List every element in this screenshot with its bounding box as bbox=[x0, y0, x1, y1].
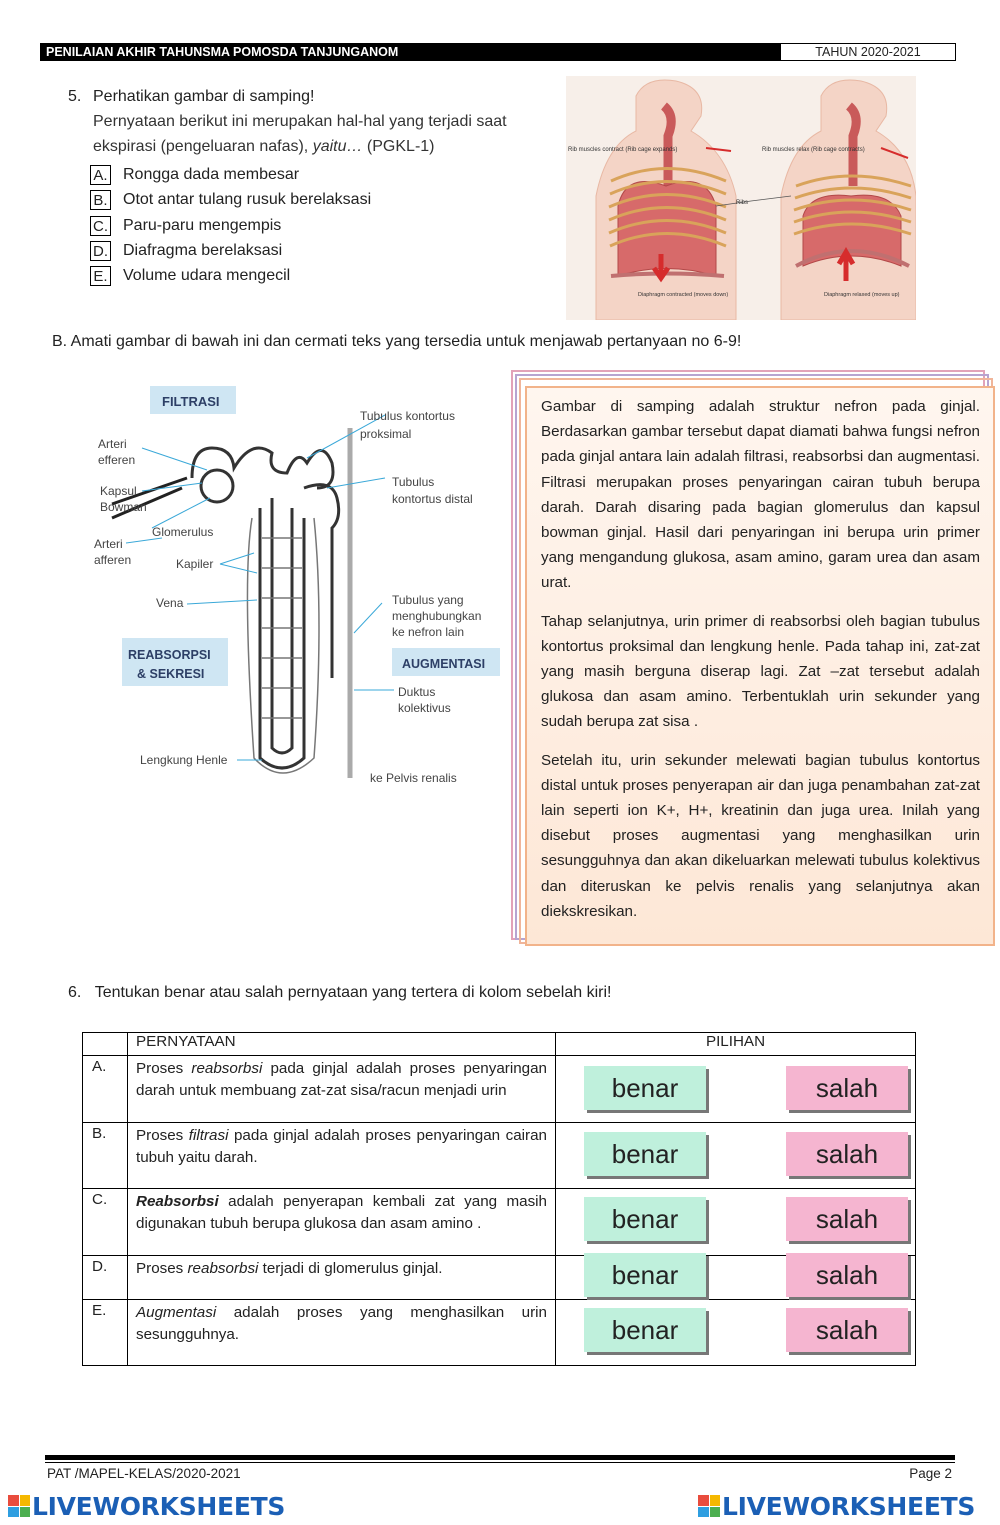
row-letter: D. bbox=[83, 1256, 128, 1300]
label-arteri-aferen: Arteri bbox=[94, 537, 123, 551]
label-augmentasi: AUGMENTASI bbox=[402, 657, 486, 671]
reading-paragraph: Setelah itu, urin sekunder melewati bagian tubulus kontortus distal untuk proses penyerapan air dan juga penambahan zat-zat lain seperti ion K+, H+, kreatinin dan juga urea. Inilah yang disebut proses augmentasi yang menghasilkan urin sesungguhnya dan akan dikeluarkan melewati tubulus kolektivus dan diteruskan ke pelvis renalis yang selanjutnya akan diekskresikan. bbox=[541, 751, 980, 920]
label-kapsul: Kapsul bbox=[100, 484, 137, 498]
label-tkd: Tubulus bbox=[392, 475, 435, 489]
benar-button[interactable]: benar bbox=[584, 1132, 706, 1176]
label-ribs: Ribs bbox=[736, 200, 749, 206]
header-year: TAHUN 2020-2021 bbox=[780, 43, 956, 61]
benar-button[interactable]: benar bbox=[584, 1197, 706, 1241]
label-pelvis: ke Pelvis renalis bbox=[370, 771, 457, 785]
question-line: Perhatikan gambar di samping! bbox=[93, 88, 315, 105]
label-glomerulus: Glomerulus bbox=[152, 525, 214, 539]
benar-button[interactable]: benar bbox=[584, 1066, 706, 1110]
option-d[interactable] bbox=[90, 241, 282, 263]
liveworksheets-logo-icon bbox=[8, 1495, 30, 1517]
row-statement: Proses reabsorbsi terjadi di glomerulus ginjal. bbox=[128, 1256, 556, 1300]
option-b[interactable] bbox=[90, 190, 371, 212]
answer-box[interactable]: B. bbox=[90, 190, 111, 210]
page-header bbox=[40, 43, 956, 61]
row-choice-cell bbox=[556, 1123, 916, 1189]
reading-paragraph: Gambar di samping adalah struktur nefron pada ginjal. Berdasarkan gambar tersebut dapat diamati bahwa fungsi nefron pada ginjal antara lain adalah filtrasi, reabsorbsi dan augmentasi. Filtrasi merupakan proses penyaringan cairan tubuh berupa darah. Darah disaring pada bagian glomerulus dan kapsul bowman ginjal. Hasil dari penyaringan ini berupa urin primer yang mengandung glukosa, asam amino, garam urea dan asam urat. bbox=[541, 398, 980, 592]
table-row bbox=[83, 1123, 916, 1189]
option-label: Volume udara mengecil bbox=[123, 267, 291, 284]
label-nefron-lain: ke nefron lain bbox=[392, 625, 465, 639]
label-diaphragm-contracted: Diaphragm contracted (moves down) bbox=[638, 292, 729, 298]
page-number: Page 2 bbox=[909, 1466, 952, 1481]
reading-paragraph: Tahap selanjutnya, urin primer di reabsorbsi oleh bagian tubulus kontortus proksimal dan lengkung henle. Pada tahap ini, zat-zat yang masih berguna diserap lagi. Zat –zat tersebut adalah glukosa dan asam amino. Terbentuklah urin sekunder yang sudah berupa zat sisa . bbox=[541, 612, 980, 731]
row-choice-cell bbox=[556, 1189, 916, 1256]
option-label: Rongga dada membesar bbox=[123, 166, 300, 183]
answer-box[interactable]: D. bbox=[90, 241, 111, 261]
nephron-diagram bbox=[92, 378, 512, 798]
row-letter: B. bbox=[83, 1123, 128, 1189]
question-line: ekspirasi (pengeluaran nafas), yaitu… (PGKL-1) bbox=[93, 138, 435, 155]
row-letter: A. bbox=[83, 1056, 128, 1123]
salah-button[interactable]: salah bbox=[786, 1132, 908, 1176]
table-row bbox=[83, 1300, 916, 1366]
option-c[interactable] bbox=[90, 216, 281, 238]
label-tkd-2: kontortus distal bbox=[392, 492, 473, 506]
breathing-diagram bbox=[566, 76, 916, 320]
footer-rule bbox=[45, 1455, 955, 1460]
header-choice: PILIHAN bbox=[556, 1033, 916, 1056]
row-statement: Proses filtrasi pada ginjal adalah proses penyaringan cairan tubuh yaitu darah. bbox=[128, 1123, 556, 1189]
label-rib-relax: Rib muscles relax (Rib cage contracts) bbox=[762, 147, 865, 153]
breathing-illustration bbox=[566, 76, 916, 320]
label-filtrasi: FILTRASI bbox=[162, 394, 220, 409]
label-arteri-eferen: Arteri bbox=[98, 437, 127, 451]
salah-button[interactable]: salah bbox=[786, 1197, 908, 1241]
table-row bbox=[83, 1189, 916, 1256]
question-number: 6. bbox=[68, 984, 82, 1001]
footer-code: PAT /MAPEL-KELAS/2020-2021 bbox=[47, 1466, 241, 1481]
table-row bbox=[83, 1056, 916, 1123]
answer-box[interactable]: E. bbox=[90, 266, 111, 286]
label-arteri-eferen-2: efferen bbox=[98, 453, 136, 467]
table-row bbox=[83, 1256, 916, 1300]
header-school: PENILAIAN AKHIR TAHUNSMA POMOSDA TANJUNGANOM bbox=[40, 43, 780, 61]
brand-wordmark: LIVEWORKSHEETS bbox=[722, 1491, 976, 1521]
label-sekresi: & SEKRESI bbox=[137, 667, 205, 681]
brand-right bbox=[698, 1491, 975, 1521]
label-menghubungkan: menghubungkan bbox=[392, 609, 482, 623]
row-letter: C. bbox=[83, 1189, 128, 1256]
label-diaphragm-relaxed: Diaphragm relaxed (moves up) bbox=[824, 292, 900, 298]
label-bowman: Bowman bbox=[100, 500, 147, 514]
label-rib-contract: Rib muscles contract (Rib cage expands) bbox=[568, 147, 678, 153]
option-a[interactable] bbox=[90, 165, 299, 187]
row-statement: Reabsorbsi adalah penyerapan kembali zat yang masih digunakan tubuh berupa glukosa dan asam amino . bbox=[128, 1189, 556, 1256]
row-choice-cell bbox=[556, 1300, 916, 1366]
salah-button[interactable]: salah bbox=[786, 1308, 908, 1352]
header-empty-cell bbox=[83, 1033, 128, 1056]
header-statement: PERNYATAAN bbox=[128, 1033, 556, 1056]
liveworksheets-logo-icon bbox=[698, 1495, 720, 1517]
question-text: Tentukan benar atau salah pernyataan yang tertera di kolom sebelah kiri! bbox=[94, 984, 612, 1001]
label-arteri-aferen-2: afferen bbox=[94, 553, 132, 567]
label-kolektivus: kolektivus bbox=[398, 701, 451, 715]
section-b-instruction: B. Amati gambar di bawah ini dan cermati teks yang tersedia untuk menjawab pertanyaan no 6-9! bbox=[52, 333, 742, 350]
label-lengkung-henle: Lengkung Henle bbox=[140, 753, 228, 767]
reading-text-box bbox=[525, 386, 995, 946]
table-header-row bbox=[83, 1033, 916, 1056]
row-choice-cell bbox=[556, 1256, 916, 1300]
label-kapiler: Kapiler bbox=[176, 557, 214, 571]
question-line: Pernyataan berikut ini merupakan hal-hal yang terjadi saat bbox=[93, 113, 507, 130]
question-number: 5. bbox=[68, 88, 82, 105]
salah-button[interactable]: salah bbox=[786, 1066, 908, 1110]
row-statement: Proses reabsorbsi pada ginjal adalah proses penyaringan darah untuk membuang zat-zat sisa/racun menjadi urin bbox=[128, 1056, 556, 1123]
footer-rule-thin bbox=[45, 1462, 955, 1463]
row-statement: Augmentasi adalah proses yang menghasilkan urin sesungguhnya. bbox=[128, 1300, 556, 1366]
option-label: Otot antar tulang rusuk berelaksasi bbox=[123, 191, 372, 208]
label-tkp-2: proksimal bbox=[360, 427, 412, 441]
brand-wordmark: LIVEWORKSHEETS bbox=[32, 1491, 286, 1521]
option-label: Paru-paru mengempis bbox=[123, 217, 282, 234]
brand-left bbox=[8, 1491, 285, 1521]
label-tubulus-yang: Tubulus yang bbox=[392, 593, 464, 607]
label-reabsorpsi: REABSORPSI bbox=[128, 648, 211, 662]
row-letter: E. bbox=[83, 1300, 128, 1366]
benar-button[interactable]: benar bbox=[584, 1308, 706, 1352]
question-6 bbox=[68, 984, 611, 1002]
salah-button[interactable]: salah bbox=[786, 1253, 908, 1297]
benar-button[interactable]: benar bbox=[584, 1253, 706, 1297]
nephron-illustration bbox=[92, 378, 512, 798]
label-tkp: Tubulus kontortus bbox=[360, 409, 455, 423]
true-false-table bbox=[82, 1032, 916, 1366]
label-vena: Vena bbox=[156, 596, 184, 610]
option-label: Diafragma berelaksasi bbox=[123, 242, 283, 259]
row-choice-cell bbox=[556, 1056, 916, 1123]
option-e[interactable] bbox=[90, 266, 290, 288]
answer-box[interactable]: A. bbox=[90, 165, 111, 185]
label-duktus: Duktus bbox=[398, 685, 436, 699]
answer-box[interactable]: C. bbox=[90, 216, 111, 236]
